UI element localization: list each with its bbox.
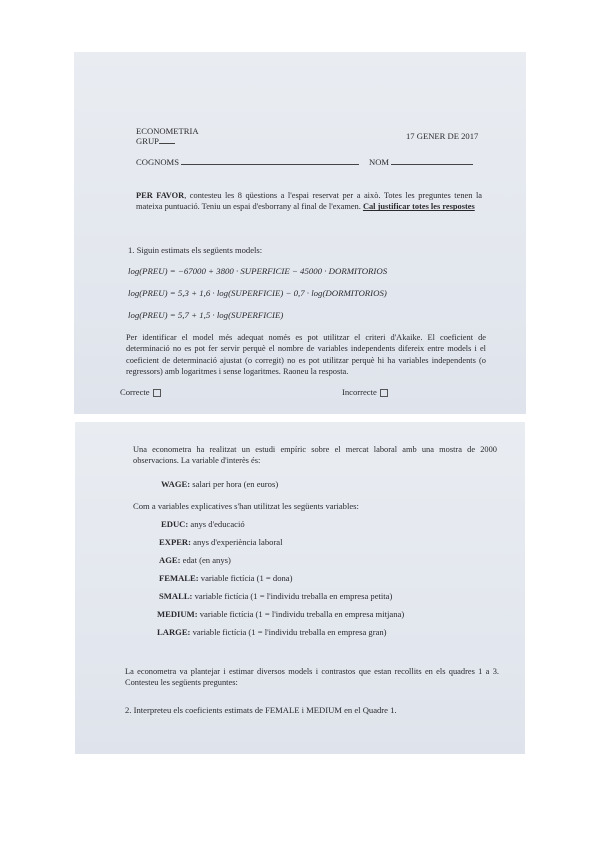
exam-page-1 bbox=[74, 52, 526, 414]
statement-paragraph: Per identificar el model més adequat només es pot utilitzar el criteri d'Akaike. El coeficient de determinació no es pot fer servir perquè el nombre de variables independents difereix entre models i el coeficient de determinació ajustat (o corregit) no es pot utilitzar perquè hi ha variables independents (o regressors) amb logaritmes i sense logaritmes. Raoneu la resposta. bbox=[126, 333, 486, 377]
formula-model-3: log(PREU) = 5,7 + 1,5 · log(SUPERFICIE) bbox=[128, 310, 284, 320]
exam-page-2 bbox=[75, 422, 525, 754]
question-2: 2. Interpreteu els coeficients estimats de FEMALE i MEDIUM en el Quadre 1. bbox=[125, 705, 397, 715]
name-field[interactable]: NOM bbox=[369, 158, 473, 168]
question-1: 1. Siguin estimats els següents models: bbox=[128, 245, 263, 255]
surname-field[interactable]: COGNOMS bbox=[136, 158, 359, 168]
incorrect-checkbox[interactable] bbox=[380, 389, 388, 397]
course-title: ECONOMETRIA bbox=[136, 126, 199, 136]
variable-female: FEMALE: variable fictícia (1 = dona) bbox=[159, 573, 293, 583]
group-label: GRUP bbox=[136, 137, 175, 147]
variable-small: SMALL: variable fictícia (1 = l'individu treballa en empresa petita) bbox=[159, 591, 393, 601]
study-intro: Una econometra ha realitzat un estudi empíric sobre el mercat laboral amb una mostra de 2000 observacions. La variable d'interès és: bbox=[133, 445, 497, 466]
variable-age: AGE: edat (en anys) bbox=[159, 555, 231, 565]
variable-large: LARGE: variable fictícia (1 = l'individu treballa en empresa gran) bbox=[157, 627, 387, 637]
variable-educ: EDUC: anys d'educació bbox=[161, 519, 245, 529]
formula-model-2: log(PREU) = 5,3 + 1,6 · log(SUPERFICIE) − 0,7 · log(DORMITORIOS) bbox=[128, 288, 387, 298]
formula-model-1: log(PREU) = −67000 + 3800 · SUPERFICIE − 45000 · DORMITORIOS bbox=[128, 266, 388, 276]
correct-option[interactable]: Correcte bbox=[120, 388, 161, 398]
variable-exper: EXPER: anys d'experiència laboral bbox=[159, 537, 283, 547]
closing-paragraph: La econometra va plantejar i estimar diversos models i contrastos que estan recollits en els quadres 1 a 3. Contesteu les següents preguntes: bbox=[125, 667, 499, 688]
correct-checkbox[interactable] bbox=[153, 389, 161, 397]
explanatory-intro: Com a variables explicatives s'han utilitzat les següents variables: bbox=[133, 501, 359, 511]
incorrect-option[interactable]: Incorrecte bbox=[342, 388, 388, 398]
exam-date: 17 GENER DE 2017 bbox=[406, 131, 479, 141]
variable-medium: MEDIUM: variable fictícia (1 = l'individu treballa en empresa mitjana) bbox=[157, 609, 405, 619]
instructions: PER FAVOR, contesteu les 8 qüestions a l'espai reservat per a això. Totes les preguntes tenen la mateixa puntuació. Teniu un espai d'esborrany al final de l'examen. Cal justificar totes les respostes bbox=[136, 191, 483, 212]
dependent-variable: WAGE: salari per hora (en euros) bbox=[161, 479, 279, 489]
